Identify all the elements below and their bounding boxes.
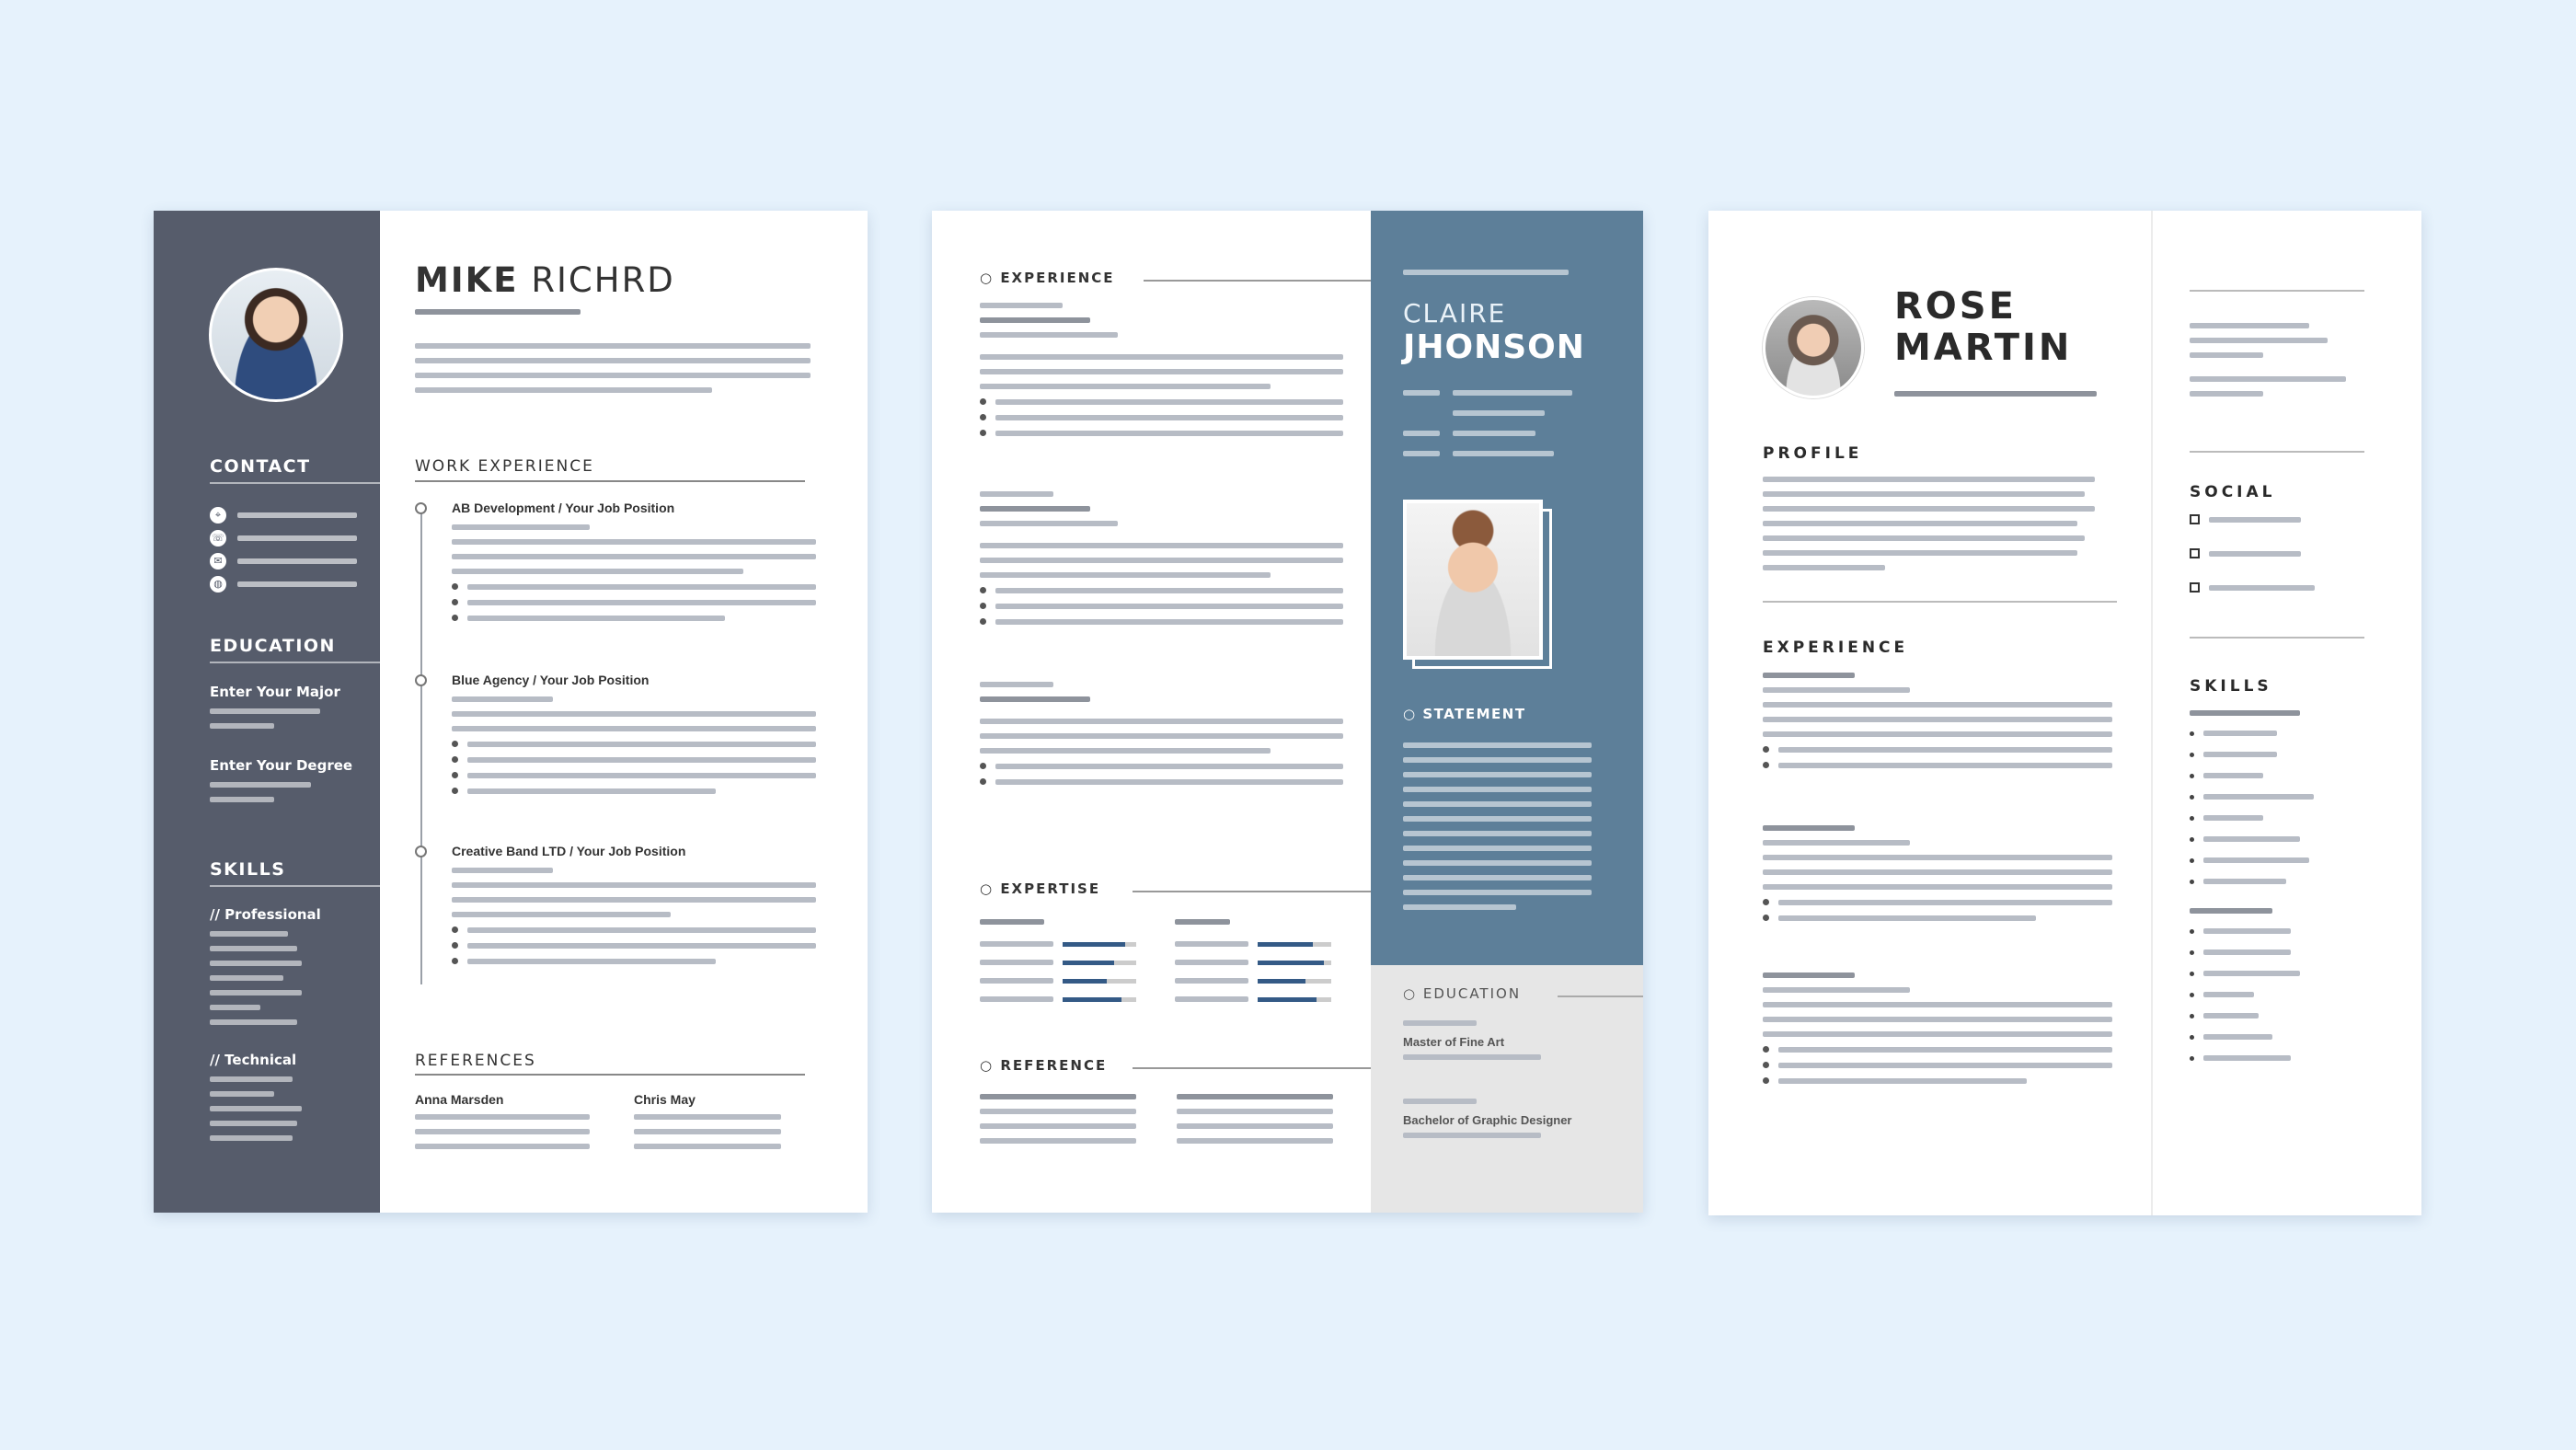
job-entry: Creative Band LTD / Your Job Position — [452, 844, 816, 973]
reference-entry — [1177, 1094, 1333, 1153]
resume-name: MIKE RICHRD — [415, 260, 675, 300]
column-divider — [2151, 211, 2153, 1215]
reference-entry: Chris May — [634, 1092, 781, 1158]
contact-row — [210, 530, 357, 547]
education-entry: Enter Your Degree — [210, 757, 357, 811]
expertise-row — [1175, 941, 1350, 947]
work-experience-heading: WORK EXPERIENCE — [415, 457, 594, 476]
experience-entry — [1763, 972, 2112, 1093]
job-entry: AB Development / Your Job Position — [452, 501, 816, 630]
expertise-row — [1175, 996, 1350, 1002]
name-first: CLAIRE — [1403, 298, 1507, 328]
resume-rose-martin — [1708, 211, 2421, 1215]
statement-heading: ○ STATEMENT — [1403, 706, 1526, 722]
profile-text — [1763, 477, 2112, 580]
divider — [415, 480, 805, 482]
divider — [2190, 290, 2364, 292]
references-heading: REFERENCES — [415, 1052, 536, 1070]
sidebar-bottom — [1371, 965, 1643, 1213]
expertise-column — [1175, 919, 1350, 1015]
social-list — [2190, 514, 2364, 616]
job-entry: Blue Agency / Your Job Position — [452, 673, 816, 803]
name-last: JHONSON — [1403, 328, 1585, 366]
education-heading: EDUCATION — [210, 636, 336, 656]
divider — [1133, 1067, 1371, 1069]
skills-heading: SKILLS — [210, 859, 286, 880]
sidebar — [154, 211, 380, 1213]
social-heading: SOCIAL — [2190, 483, 2276, 501]
experience-entry — [980, 491, 1343, 634]
facebook-icon — [2190, 514, 2200, 524]
expertise-row — [980, 996, 1155, 1002]
experience-entry — [1763, 825, 2112, 930]
resume-claire-jhonson — [932, 211, 1643, 1213]
experience-entry — [980, 303, 1343, 445]
linkedin-icon — [2190, 548, 2200, 558]
skill-group: // Technical — [210, 1052, 357, 1150]
profile-heading: PROFILE — [1763, 444, 1863, 463]
timeline-dot — [415, 674, 427, 686]
phone-icon: ☏ — [210, 530, 226, 547]
expertise-row — [980, 941, 1155, 947]
web-icon: ◍ — [210, 576, 226, 593]
divider — [2190, 637, 2364, 639]
divider — [210, 482, 380, 484]
divider — [1558, 995, 1643, 997]
divider — [2190, 451, 2364, 453]
reference-entry: Anna Marsden — [415, 1092, 590, 1158]
contact-row — [210, 553, 357, 570]
contact-row — [210, 507, 357, 524]
skills-list — [2190, 710, 2364, 1076]
expertise-row — [1175, 978, 1350, 984]
profile-photo — [1403, 500, 1543, 660]
email-icon: ✉ — [210, 553, 226, 570]
expertise-row — [980, 960, 1155, 965]
statement-text — [1403, 742, 1592, 919]
summary — [415, 343, 811, 402]
contact-heading: CONTACT — [210, 456, 311, 477]
divider — [415, 1074, 805, 1076]
expertise-row — [980, 978, 1155, 984]
location-icon: ⌖ — [210, 507, 226, 524]
divider — [1144, 280, 1371, 282]
education-heading: ○ EDUCATION — [1403, 985, 1522, 1002]
divider — [1133, 891, 1371, 892]
experience-heading: ○ EXPERIENCE — [980, 270, 1115, 286]
experience-entry — [1763, 673, 2112, 777]
expertise-row — [1175, 960, 1350, 965]
experience-heading: EXPERIENCE — [1763, 639, 1909, 657]
contact-block — [1403, 390, 1587, 466]
education-entry: Bachelor of Graphic Designer — [1403, 1099, 1596, 1147]
timeline — [420, 508, 422, 984]
divider — [1763, 601, 2117, 603]
reference-heading: ○ REFERENCE — [980, 1057, 1108, 1074]
skill-group: // Professional — [210, 906, 357, 1034]
job-title — [1894, 391, 2097, 406]
resume-mike-richrd — [154, 211, 868, 1213]
job-title — [1403, 270, 1569, 284]
contact-block — [2190, 323, 2364, 406]
education-entry: Enter Your Major — [210, 684, 357, 738]
instagram-icon — [2190, 582, 2200, 593]
experience-entry — [980, 682, 1343, 794]
job-title — [415, 309, 581, 324]
contact-row — [210, 576, 357, 593]
divider — [210, 885, 380, 887]
profile-photo — [1763, 297, 1864, 398]
divider — [210, 662, 380, 663]
timeline-dot — [415, 846, 427, 857]
education-entry: Master of Fine Art — [1403, 1020, 1587, 1069]
expertise-heading: ○ EXPERTISE — [980, 880, 1101, 897]
expertise-column — [980, 919, 1155, 1015]
resume-name: ROSE MARTIN — [1894, 285, 2073, 369]
skills-heading: SKILLS — [2190, 677, 2272, 696]
profile-photo — [209, 268, 343, 402]
reference-entry — [980, 1094, 1136, 1153]
timeline-dot — [415, 502, 427, 514]
